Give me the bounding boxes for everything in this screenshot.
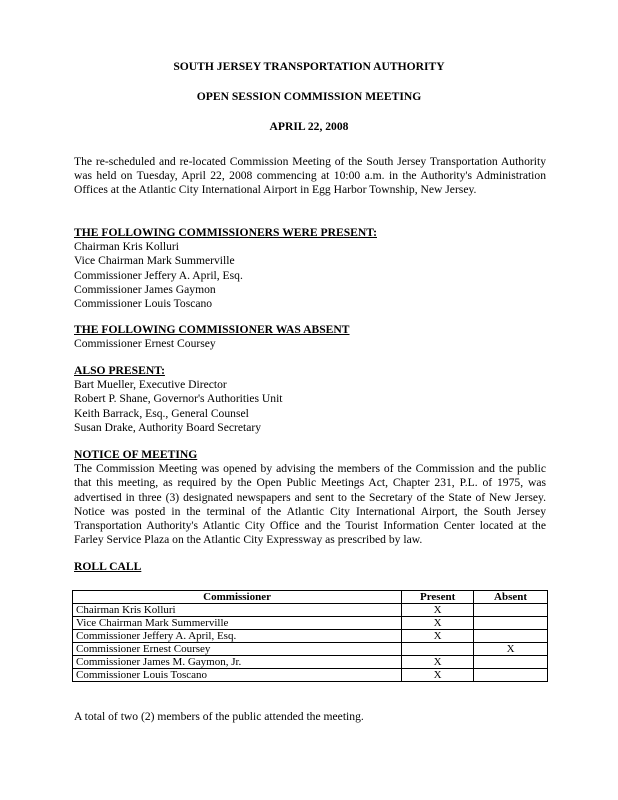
roll-call-heading: ROLL CALL [74, 560, 142, 573]
commissioner-cell: Commissioner Ernest Coursey [73, 643, 402, 656]
commissioner-cell: Commissioner Louis Toscano [73, 669, 402, 682]
also-present-name: Susan Drake, Authority Board Secretary [74, 420, 262, 434]
notice-section [74, 448, 546, 547]
present-name: Vice Chairman Mark Summerville [74, 254, 235, 268]
meeting-date: APRIL 22, 2008 [269, 120, 349, 133]
roll-call-heading-wrap [74, 560, 546, 574]
also-present-name: Keith Barrack, Esq., General Counsel [74, 406, 249, 420]
present-cell: X [402, 630, 474, 643]
present-cell: X [402, 617, 474, 630]
table-row [73, 630, 548, 643]
table-row [73, 617, 548, 630]
commissioner-cell: Chairman Kris Kolluri [73, 604, 402, 617]
present-cell: X [402, 669, 474, 682]
notice-heading: NOTICE OF MEETING [74, 448, 198, 461]
commissioner-cell: Commissioner Jeffery A. April, Esq. [73, 630, 402, 643]
also-present-name: Bart Mueller, Executive Director [74, 378, 227, 392]
present-name: Commissioner Jeffery A. April, Esq. [74, 268, 243, 282]
meeting-title: OPEN SESSION COMMISSION MEETING [196, 90, 422, 103]
present-cell: X [402, 656, 474, 669]
notice-paragraph: The Commission Meeting was opened by advising the members of the Commission and the public that this meeting, as required by the Open Public Meetings Act, Chapter 231, P.L. of 1975, was advertised in three (3) designated newspapers and sent to the Secretary of the State of New Jersey. Notice was posted in the terminal of the Atlantic City International Airport, the South Jersey Transportation Authority's Atlantic City Office and the Tourist Information Center located at the Farley Service Plaza on the Atlantic City Expressway as prescribed by law. [74, 462, 546, 547]
table-row [73, 656, 548, 669]
commissioner-cell: Vice Chairman Mark Summerville [73, 617, 402, 630]
absent-cell [474, 617, 548, 630]
table-row [73, 669, 548, 682]
organization-title: SOUTH JERSEY TRANSPORTATION AUTHORITY [173, 60, 445, 73]
table-header-row [73, 591, 548, 604]
commissioner-cell: Commissioner James M. Gaymon, Jr. [73, 656, 402, 669]
absent-name: Commissioner Ernest Coursey [74, 337, 216, 351]
also-present-heading: ALSO PRESENT: [74, 364, 165, 377]
absent-cell: X [474, 643, 548, 656]
also-present-name: Robert P. Shane, Governor's Authorities Unit [74, 392, 283, 406]
roll-call-table [72, 590, 548, 682]
column-header-absent: Absent [474, 591, 548, 604]
present-heading: THE FOLLOWING COMMISSIONERS WERE PRESENT: [74, 226, 377, 239]
absent-cell [474, 669, 548, 682]
closing-paragraph: A total of two (2) members of the public attended the meeting. [74, 710, 364, 723]
intro-paragraph: The re-scheduled and re-located Commission Meeting of the South Jersey Transportation Authority was held on Tuesday, April 22, 2008 commencing at 10:00 a.m. in the Authority's Administration Offices at the Atlantic City International Airport in Egg Harbor Township, New Jersey. [74, 155, 546, 197]
table-row [73, 643, 548, 656]
present-cell: X [402, 604, 474, 617]
present-name: Commissioner Louis Toscano [74, 297, 213, 311]
absent-cell [474, 604, 548, 617]
absent-cell [474, 630, 548, 643]
column-header-present: Present [402, 591, 474, 604]
present-cell [402, 643, 474, 656]
absent-section [74, 323, 546, 351]
absent-cell [474, 656, 548, 669]
also-present-section [74, 364, 546, 435]
table-row [73, 604, 548, 617]
present-name: Chairman Kris Kolluri [74, 240, 179, 254]
present-section [74, 226, 546, 311]
present-name: Commissioner James Gaymon [74, 282, 216, 296]
column-header-commissioner: Commissioner [73, 591, 402, 604]
absent-heading: THE FOLLOWING COMMISSIONER WAS ABSENT [74, 323, 350, 336]
